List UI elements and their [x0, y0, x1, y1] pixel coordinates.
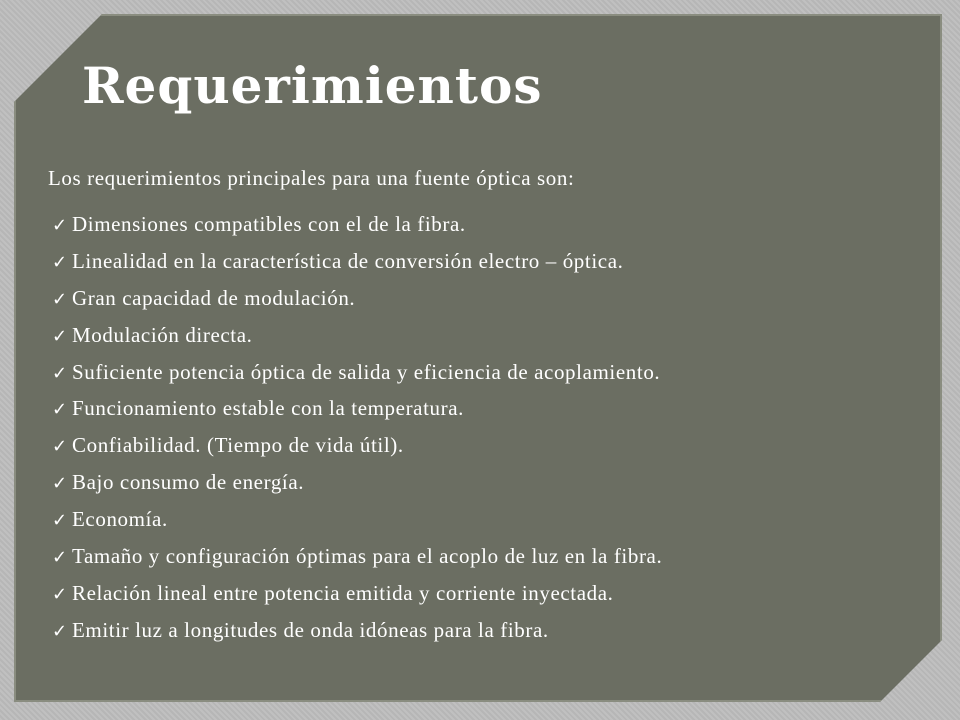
- checkmark-icon: ✓: [52, 399, 68, 421]
- list-item-text: Modulación directa.: [72, 322, 253, 347]
- list-item: [52, 360, 662, 397]
- list-item-text: Economía.: [72, 507, 168, 532]
- list-item: [52, 323, 662, 360]
- list-item-text: Tamaño y configuración óptimas para el acoplo de luz en la fibra.: [72, 544, 663, 569]
- requirements-list: [52, 212, 662, 655]
- list-item-text: Funcionamiento estable con la temperatura.: [72, 396, 464, 421]
- list-item-text: Dimensiones compatibles con el de la fibra.: [72, 212, 466, 236]
- list-item: [52, 618, 662, 655]
- list-item-text: Bajo consumo de energía.: [72, 470, 305, 495]
- checkmark-icon: ✓: [52, 547, 68, 569]
- list-item: [52, 286, 662, 323]
- checkmark-icon: ✓: [52, 362, 68, 384]
- slide-title: Requerimientos: [82, 56, 543, 115]
- list-item: [52, 544, 662, 581]
- checkmark-icon: ✓: [52, 251, 68, 273]
- checkmark-icon: ✓: [52, 583, 68, 605]
- list-item-text: Relación lineal entre potencia emitida y corriente inyectada.: [72, 580, 614, 605]
- list-item: [52, 581, 662, 618]
- checkmark-icon: ✓: [52, 325, 68, 347]
- intro-text: Los requerimientos principales para una fuente óptica son:: [48, 166, 575, 190]
- checkmark-icon: ✓: [52, 620, 68, 642]
- list-item-text: Confiabilidad. (Tiempo de vida útil).: [72, 433, 404, 458]
- checkmark-icon: ✓: [52, 436, 68, 458]
- list-item-text: Linealidad en la característica de conversión electro – óptica.: [72, 248, 624, 273]
- checkmark-icon: ✓: [52, 510, 68, 532]
- list-item-text: Gran capacidad de modulación.: [72, 285, 356, 310]
- checkmark-icon: ✓: [52, 473, 68, 495]
- list-item: [52, 507, 662, 544]
- list-item-text: Suficiente potencia óptica de salida y eficiencia de acoplamiento.: [72, 359, 661, 384]
- checkmark-icon: ✓: [52, 288, 68, 310]
- list-item: [52, 470, 662, 507]
- list-item-text: Emitir luz a longitudes de onda idóneas para la fibra.: [72, 617, 549, 642]
- list-item: [52, 396, 662, 433]
- list-item: [52, 212, 662, 249]
- list-item: [52, 249, 662, 286]
- checkmark-icon: ✓: [52, 215, 68, 236]
- list-item: [52, 433, 662, 470]
